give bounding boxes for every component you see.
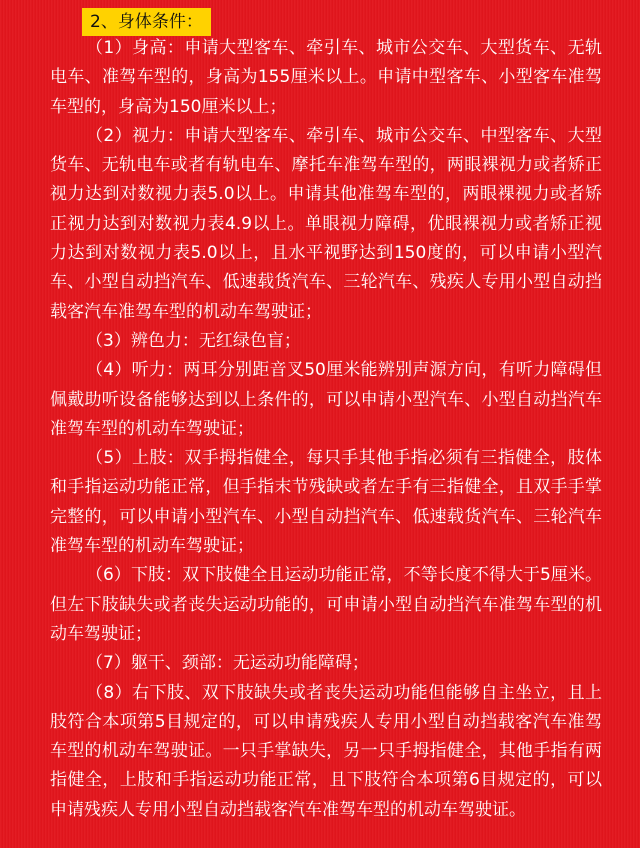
paragraph-color-vision: （3）辨色力：无红绿色盲； bbox=[86, 330, 301, 351]
paragraph-height: （1）身高：申请大型客车、牵引车、城市公交车、大型货车、无轨电车、准驾车型的，身高为155厘米以上。申请中型客车、小型客车准驾车型的，身高为150厘米以上； bbox=[50, 38, 602, 117]
paragraph-lower-limbs: （6）下肢：双下肢健全且运动功能正常，不等长度不得大于5厘米。但左下肢缺失或者丧失运动功能的，可申请小型自动挡汽车准驾车型的机动车驾驶证； bbox=[50, 565, 602, 644]
section-body bbox=[50, 34, 602, 825]
paragraph-vision: （2）视力：申请大型客车、牵引车、城市公交车、中型客车、大型货车、无轨电车或者有轨电车、摩托车准驾车型的，两眼裸视力或者矫正视力达到对数视力表5.0以上。申请其他准驾车型的，两眼裸视力或者矫正视力达到对数视力表4.9以上。单眼视力障碍，优眼裸视力或者矫正视力达到对数视力表5.0以上，且水平视野达到150度的，可以申请小型汽车、小型自动挡汽车、低速载货汽车、三轮汽车、残疾人专用小型自动挡载客汽车准驾车型的机动车驾驶证； bbox=[50, 125, 602, 322]
section-heading: 2、身体条件： bbox=[82, 8, 211, 36]
paragraph-trunk-neck: （7）躯干、颈部：无运动功能障碍； bbox=[86, 653, 369, 674]
paragraph-upper-limbs: （5）上肢：双手拇指健全，每只手其他手指必须有三指健全，肢体和手指运动功能正常，但手指末节残缺或者左手有三指健全，且双手手掌完整的，可以申请小型汽车、小型自动挡汽车、低速载货汽车、三轮汽车准驾车型的机动车驾驶证； bbox=[50, 448, 602, 557]
paragraph-hearing: （4）听力：两耳分别距音叉50厘米能辨别声源方向，有听力障碍但佩戴助听设备能够达到以上条件的，可以申请小型汽车、小型自动挡汽车准驾车型的机动车驾驶证； bbox=[50, 360, 602, 439]
paragraph-disability-provisions: （8）右下肢、双下肢缺失或者丧失运动功能但能够自主坐立，且上肢符合本项第5目规定的，可以申请残疾人专用小型自动挡载客汽车准驾车型的机动车驾驶证。一只手掌缺失，另一只手拇指健全，其他手指有两指健全，上肢和手指运动功能正常，且下肢符合本项第6目规定的，可以申请残疾人专用小型自动挡载客汽车准驾车型的机动车驾驶证。 bbox=[50, 682, 602, 820]
